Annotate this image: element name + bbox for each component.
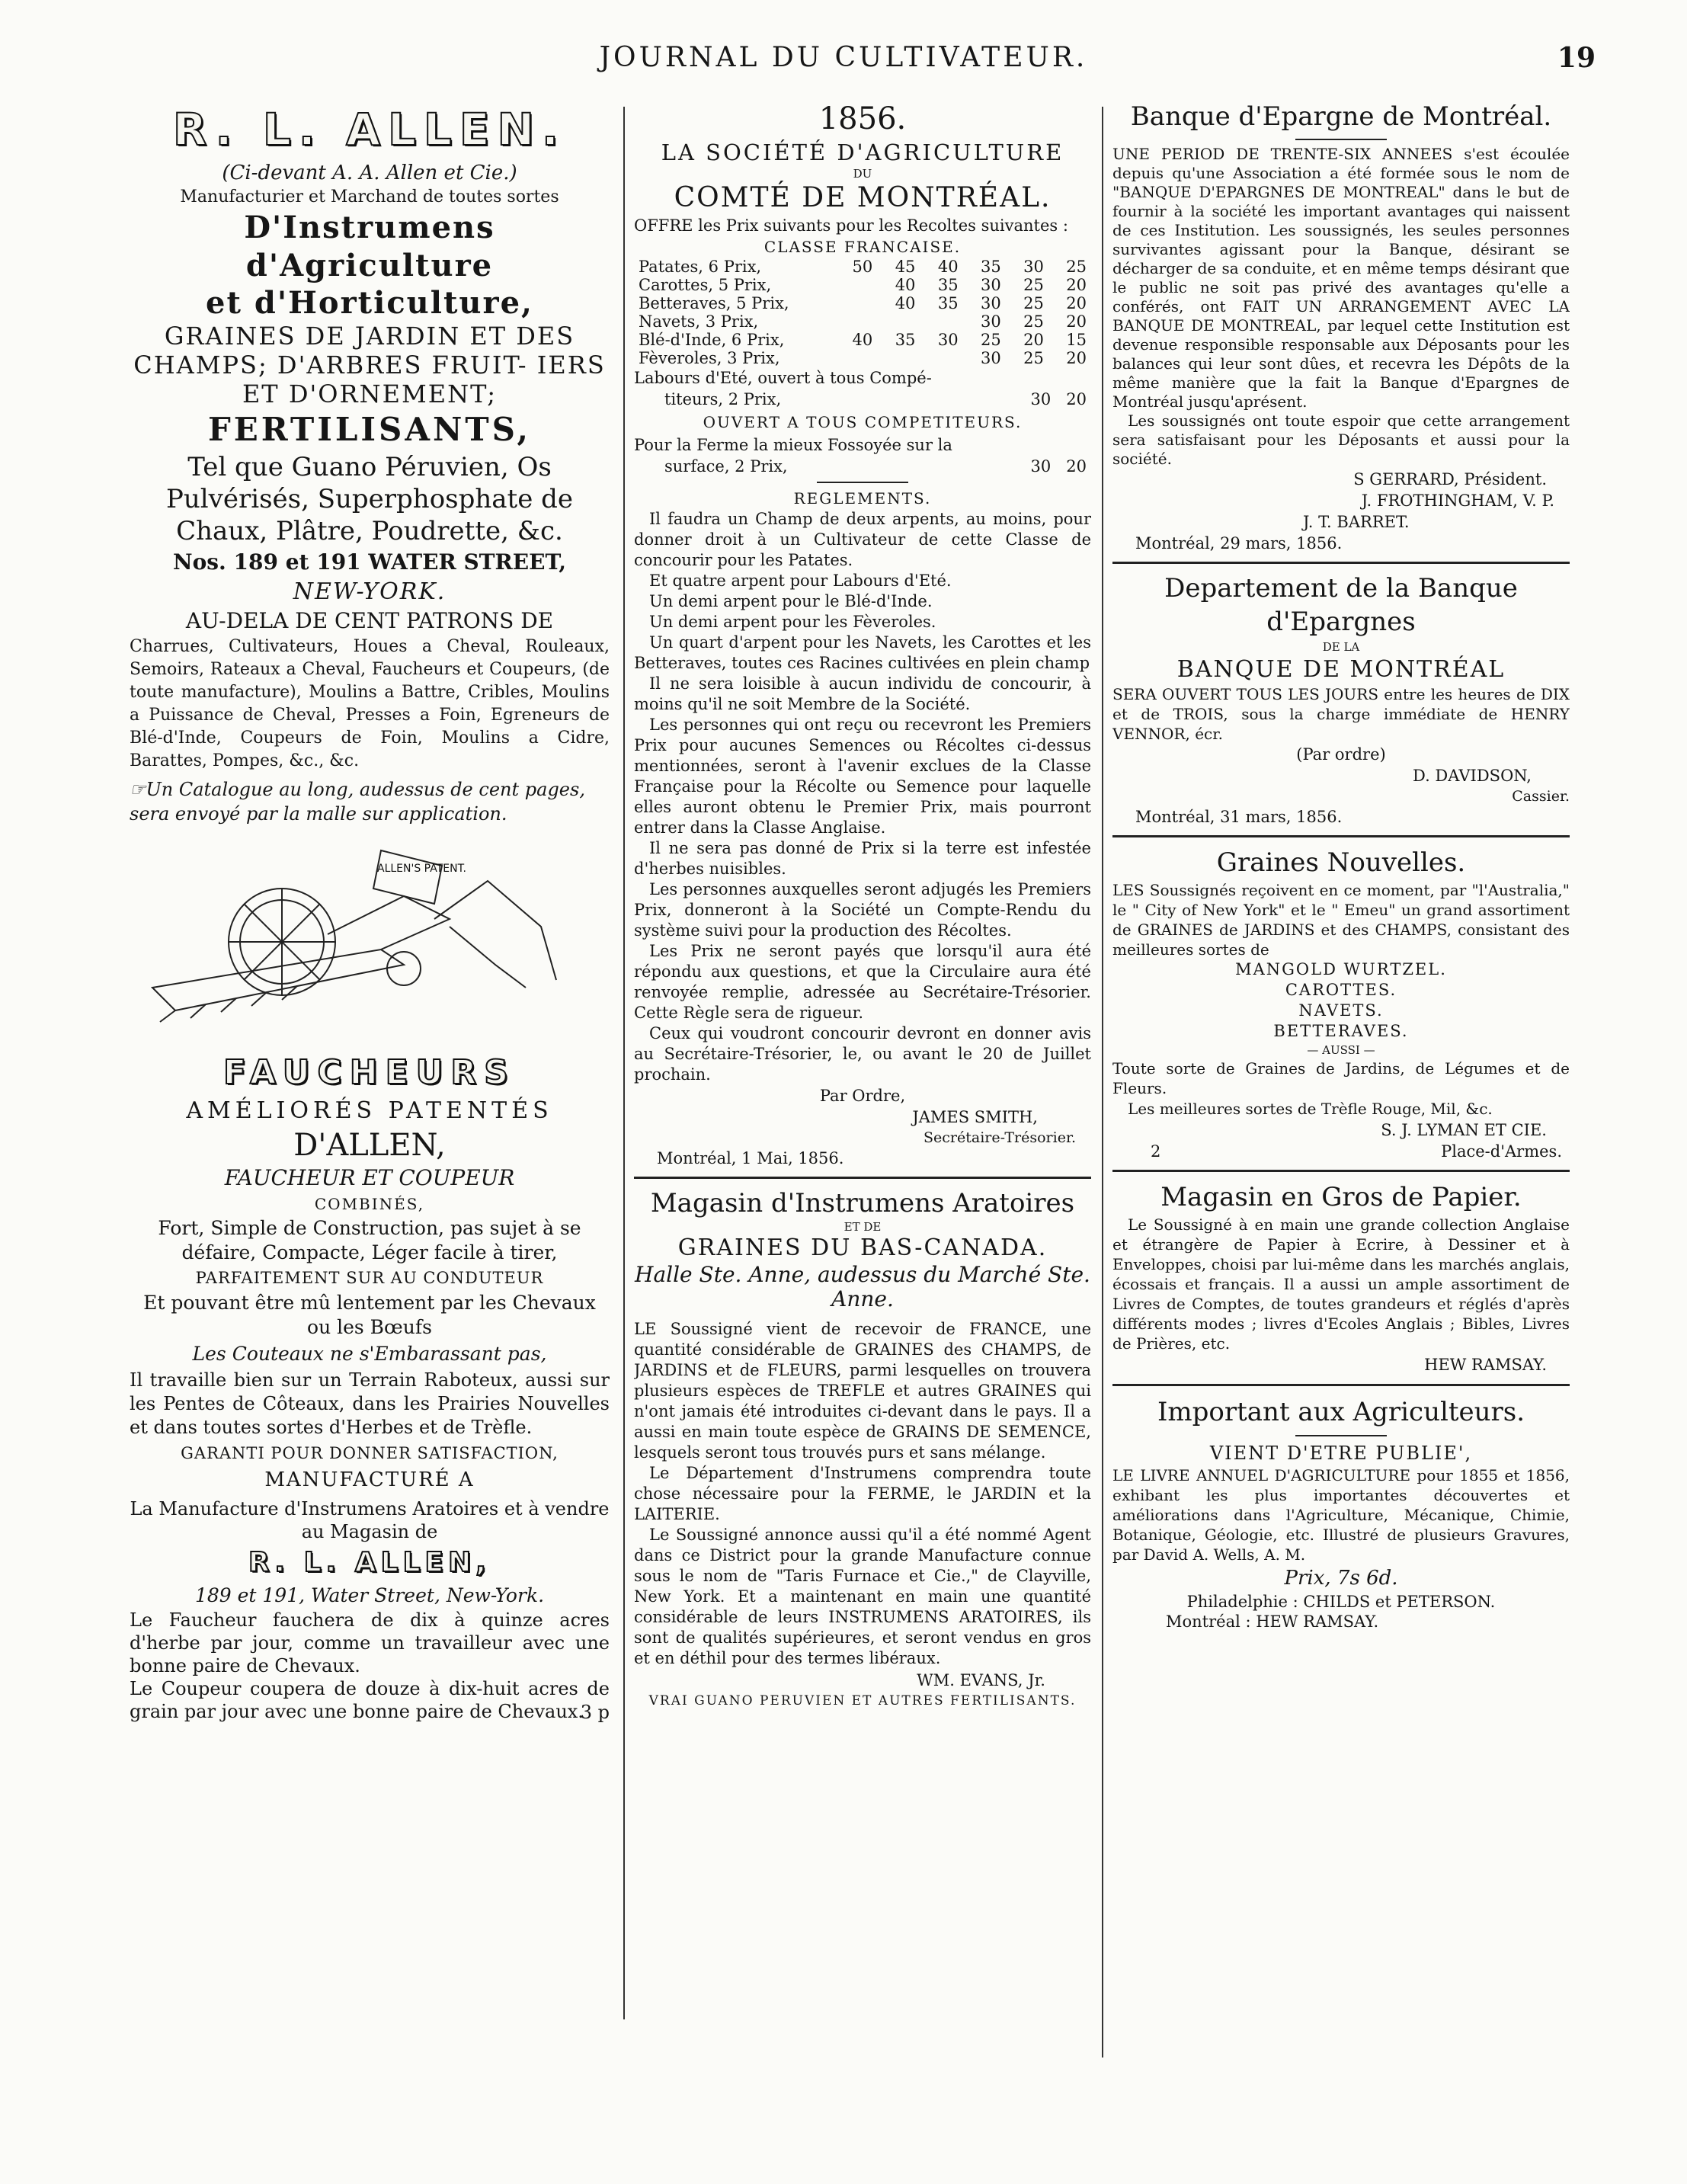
prize-label: Blé-d'Inde, 6 Prix, (639, 331, 785, 349)
prize-value: 40 (937, 258, 959, 276)
magasin-et-de: ET DE (843, 1220, 882, 1234)
ferme-values: 30 20 (1030, 457, 1087, 476)
papier-text: Le Soussigné à en main une grande collection Anglaise et étrangère de Papier à Ecrire, à Dessiner et à Enveloppes, choisi par lui-même dans les marchés anglais, écossais et français. Il a aussi un ample assortiment de Livres de Comptes, de toutes grandeurs et réglés d'après différents modes ; livres d'Ecoles Anglais ; Bibles, Livres de Prières, etc. (1112, 1215, 1570, 1353)
prize-value: 30 (980, 276, 1001, 294)
par-ordre: Par Ordre, (819, 1087, 906, 1105)
societe-name: LA SOCIÉTÉ D'AGRICULTURE (661, 139, 1064, 165)
labours-row (634, 389, 1091, 410)
banque-text: UNE PERIOD DE TRENTE-SIX ANNEES s'est écoulée depuis qu'une Association a été formée sous le nom de "BANQUE D'EPARGNES DE MONTREAL" dans le but de fournir à la société les important avantages qui naissent de ces Institution. Les soussignés, les seules personnes survivantes agissant pour la Banque, désirant se décharger de sa conduite, et en même temps désirant que le public ne soit pas privé des avantages qu'elle a conférés, ont FAIT UN ARRANGEMENT AVEC LA BANQUE DE MONTREAL, par lequel cette Institution est devenue responsible responsable aux Déposants pour les balances qui leur sont dûes, et recevra les Dépôts de la même manière que la fait la Banque d'Epargnes de Montréal jusqu'aprésent. (1112, 145, 1570, 411)
prize-row (634, 349, 1091, 367)
ouvert-tous: OUVERT A TOUS COMPETITEURS. (703, 413, 1023, 431)
prize-row (634, 331, 1091, 349)
ferme-line-2: surface, 2 Prix, (664, 457, 788, 476)
prize-value: 15 (1066, 331, 1087, 349)
ferme-line: Pour la Ferme la mieux Fossoyée sur la (634, 436, 952, 454)
ad-mark: 3 p (580, 1702, 610, 1723)
allen-patterns-list: Charrues, Cultivateurs, Houes a Cheval, Rouleaux, Semoirs, Rateaux a Cheval, Faucheurs et Coupeurs, (de toute manufacture), Moulins a Battre, Cribles, Moulins a Puissance de Cheval, Presses a Foin, Egreneurs de Blé-d'Inde, Coupeurs de Foin, Moulins a Cidre, Barattes, Pompes, &c., &c. (130, 637, 610, 770)
prize-value: 40 (895, 294, 916, 312)
graines-item: MANGOLD WURTZEL. (1235, 960, 1447, 978)
faucheur-capacity: Le Faucheur fauchera de dix à quinze acres d'herbe par jour, comme un travailleur avec une bonne paire de Chevaux. (130, 1609, 610, 1676)
magasin-graines: GRAINES DU BAS-CANADA. (677, 1235, 1048, 1261)
prize-label: Carottes, 5 Prix, (639, 276, 772, 294)
prize-value: 25 (980, 331, 1001, 349)
lyman-address: Place-d'Armes. (1441, 1142, 1562, 1161)
reglement-paragraph: Ceux qui voudront concourir devront en donner avis au Secrétaire-Trésorier, le, ou avant le 20 de Juillet prochain. (634, 1024, 1091, 1084)
prize-label: Fèveroles, 3 Prix, (639, 349, 780, 367)
combines: COMBINÉS, (314, 1195, 425, 1213)
lyman-mark: 2 (1151, 1142, 1161, 1161)
reglement-paragraph: Les personnes auxquelles seront adjugés les Premiers Prix, donneront à la Société un Compte-Rendu du système suivi pour la production des Récoltes. (634, 880, 1091, 940)
prize-table (634, 258, 1091, 367)
couteaux-text: Les Couteaux ne s'Embarassant pas, (192, 1343, 547, 1365)
banque-text-2: Les soussignés ont toute espoir que cette arrangement sera satisfaisant pour les Déposants et aussi pour la société. (1112, 412, 1570, 468)
societe-offre: OFFRE les Prix suivants pour les Recoltes suivantes : (634, 216, 1068, 235)
page-header (0, 42, 1687, 88)
prize-value (794, 294, 835, 312)
allen-fertilisants: FERTILISANTS, (207, 411, 532, 448)
prize-value: 25 (1023, 276, 1044, 294)
page-number: 19 (1557, 42, 1596, 74)
reglements-title: REGLEMENTS. (793, 489, 932, 508)
prize-label: Navets, 3 Prix, (639, 312, 759, 331)
reglement-paragraph: Et quatre arpent pour Labours d'Eté. (649, 572, 952, 590)
magasin-title: Magasin d'Instrumens Aratoires (650, 1188, 1075, 1218)
graines-title: Graines Nouvelles. (1216, 847, 1466, 878)
prize-value: 25 (1023, 294, 1044, 312)
column-allen (130, 99, 610, 1723)
banque-title: Banque d'Epargne de Montréal. (1130, 101, 1552, 132)
graines-item: BETTERAVES. (1273, 1022, 1409, 1040)
faucheurs-ameliores: AMÉLIORÉS PATENTÉS (186, 1097, 553, 1124)
lyman-row (1112, 1141, 1570, 1162)
dept-davidson: D. DAVIDSON, (1412, 767, 1532, 785)
reglement-paragraph: Un demi arpent pour le Blé-d'Inde. (649, 592, 933, 610)
papier-title: Magasin en Gros de Papier. (1160, 1182, 1522, 1212)
signer-smith-title: Secrétaire-Trésorier. (924, 1129, 1076, 1146)
important-phila: Philadelphie : CHILDS et PETERSON. (1186, 1593, 1496, 1611)
short-rule (817, 482, 908, 483)
important-prix: Prix, 7s 6d. (1284, 1567, 1398, 1590)
column-rule-1 (623, 107, 625, 2019)
prize-value (794, 276, 835, 294)
labours-line: Labours d'Eté, ouvert à tous Compé- (634, 369, 932, 387)
garanti-text: GARANTI POUR DONNER SATISFACTION, (181, 1444, 559, 1462)
prize-value: 20 (1066, 349, 1087, 367)
prize-value: 35 (937, 276, 959, 294)
dept-bank: BANQUE DE MONTRÉAL (1176, 656, 1506, 683)
ferme-row (634, 456, 1091, 477)
signer-evans: WM. EVANS, Jr. (917, 1671, 1045, 1689)
mower-drawing (130, 835, 610, 1041)
prize-value: 35 (980, 258, 1001, 276)
societe-du: DU (853, 167, 872, 181)
prize-value: 20 (1066, 312, 1087, 331)
societe-comte: COMTÉ DE MONTRÉAL. (674, 182, 1052, 213)
section-rule (634, 1177, 1091, 1179)
reglements-list (634, 509, 1091, 1085)
prize-value (794, 312, 835, 331)
graines-text: LES Soussignés reçoivent en ce moment, par "l'Australia," le " City of New York" et le " Emeu" un grand assortiment de GRAINES de JARDINS et des CHAMPS, consistant des meilleures sortes de (1112, 881, 1570, 959)
labours-values: 30 20 (1030, 390, 1087, 408)
reglement-paragraph: Les Prix ne seront payés que lorsqu'il aura été répondu aux questions, et que la Circulaire aura été renvoyée remplie, adressée au Secrétaire-Trésorier. Cette Règle sera de rigueur. (634, 942, 1091, 1022)
fort-text: Fort, Simple de Construction, pas sujet à se défaire, Compacte, Léger facile à tirer, (158, 1217, 581, 1263)
reglement-paragraph: Il ne sera loisible à aucun individu de concourir, à moins qu'il ne soit Membre de la Société. (634, 674, 1091, 713)
reglement-paragraph: Un demi arpent pour les Fèveroles. (649, 613, 936, 631)
prize-value: 30 (980, 349, 1001, 367)
short-rule (1295, 1435, 1387, 1436)
prize-value: 25 (1023, 312, 1044, 331)
faucheurs-title: FAUCHEURS (223, 1053, 516, 1092)
magasin-text-2: Le Département d'Instrumens comprendra toute chose nécessaire pour la FERME, le JARDIN et la LAITERIE. (634, 1464, 1091, 1523)
column-societe (634, 99, 1091, 1710)
allen-brand-2: R. L. ALLEN, (248, 1547, 491, 1578)
allen-instruments: D'Instrumens d'Agriculture (244, 210, 495, 283)
dept-title-1: Departement de la Banque (1164, 573, 1518, 604)
reglement-paragraph: Il faudra un Champ de deux arpents, au moins, pour donner droit à un Cultivateur de cette Classe de concourir pour les Patates. (634, 510, 1091, 569)
important-title: Important aux Agriculteurs. (1157, 1397, 1525, 1427)
prize-value (794, 258, 835, 276)
signer-smith: JAMES SMITH, (912, 1108, 1038, 1126)
societe-date: Montréal, 1 Mai, 1856. (657, 1149, 844, 1167)
prize-value (834, 276, 877, 294)
banque-sig-2: J. FROTHINGHAM, V. P. (1361, 492, 1554, 510)
allen-formerly: (Ci-devant A. A. Allen et Cie.) (222, 162, 517, 184)
mower-illustration (130, 835, 610, 1041)
prize-value (834, 294, 877, 312)
allen-address: Nos. 189 et 191 WATER STREET, (173, 549, 566, 575)
magasin-text-1: LE Soussigné vient de recevoir de FRANCE, une quantité considérable de GRAINES des CHAMPS, de JARDINS et de FLEURS, parmi lesquelles on trouvera plusieurs espèces de TREFLE et autres GRAINES qui n'ont jamais été introduites ci-devant dans le pays. Il a aussi en main toute espèce de GRAINS DE SEMENCE, lesquels seront tous trouvés purs et sans mélange. (634, 1320, 1091, 1462)
prize-value (794, 349, 835, 367)
reglement-paragraph: Il ne sera pas donné de Prix si la terre est infestée d'herbes nuisibles. (634, 839, 1091, 878)
important-livre: LE LIVRE ANNUEL D'AGRICULTURE pour 1855 et 1856, exhibant les plus importantes découvertes et améliorations dans l'Agriculture, Mécanique, Chimie, Botanique, Géologie, etc. Illustré de plusieurs Gravures, par David A. Wells, A. M. (1112, 1466, 1570, 1564)
prize-value: 20 (1023, 331, 1044, 349)
reglement-paragraph: Les personnes qui ont reçu ou recevront les Premiers Prix pour aucunes Semences ou Récoltes ci-dessus mentionnées, seront à l'avenir exclues de la Classe Française pour la Récolte ou Semence pour laquelle elles auront obtenu le Premier Prix, mais pourront entrer dans la Classe Anglaise. (634, 716, 1091, 837)
important-montreal: Montréal : HEW RAMSAY. (1166, 1612, 1379, 1631)
dept-text: SERA OUVERT TOUS LES JOURS entre les heures de DIX et de TROIS, sous la charge immédiate de HENRY VENNOR, écr. (1112, 685, 1570, 743)
banque-sig-3: J. T. BARRET. (1303, 513, 1410, 531)
section-rule (1112, 1170, 1570, 1172)
prize-value: 45 (895, 258, 916, 276)
graines-items (1112, 959, 1570, 1042)
societe-year: 1856. (818, 101, 907, 136)
section-rule (1112, 835, 1570, 837)
graines-item: NAVETS. (1298, 1001, 1384, 1020)
allen-products: Tel que Guano Péruvien, Os Pulvérisés, Superphosphate de Chaux, Plâtre, Poudrette, &c. (165, 452, 574, 546)
lyman-sig: S. J. LYMAN ET CIE. (1381, 1121, 1547, 1139)
prize-value (920, 349, 962, 367)
dept-de-la: DE LA (1322, 640, 1360, 654)
prize-value: 35 (895, 331, 916, 349)
prize-value (834, 349, 877, 367)
manufacture-text: MANUFACTURÉ A (264, 1468, 475, 1491)
prize-value (834, 312, 877, 331)
prize-value: 30 (980, 294, 1001, 312)
graines-item: CAROTTES. (1285, 981, 1397, 999)
dept-caissier: Cassier. (1512, 788, 1570, 805)
allen-address-2: 189 et 191, Water Street, New-York. (194, 1584, 545, 1606)
journal-title: JOURNAL DU CULTIVATEUR. (599, 42, 1088, 73)
prize-row (634, 312, 1091, 331)
parfaitement-text: PARFAITEMENT SUR AU CONDUTEUR (195, 1269, 544, 1287)
short-rule (1295, 139, 1387, 140)
allen-city: NEW-YORK. (293, 578, 447, 605)
travaille-text: Il travaille bien sur un Terrain Raboteux, aussi sur les Pentes de Côteaux, dans les Prairies Nouvelles et dans toutes sortes d'Herbes et de Trèfle. (130, 1369, 610, 1438)
prize-value: 40 (852, 331, 873, 349)
magasin-footer: VRAI GUANO PERUVIEN ET AUTRES FERTILISANTS. (648, 1693, 1077, 1708)
allen-horticulture: et d'Horticulture, (206, 285, 533, 321)
prize-value: 30 (937, 331, 959, 349)
graines-text-3: Les meilleures sortes de Trèfle Rouge, Mil, &c. (1128, 1100, 1493, 1118)
column-rule-2 (1102, 107, 1103, 2058)
prize-row (634, 258, 1091, 276)
prize-value: 25 (1023, 349, 1044, 367)
la-manufacture-text: La Manufacture d'Instrumens Aratoires et à vendre au Magasin de (130, 1498, 610, 1542)
allen-brand: R. L. ALLEN. (172, 104, 567, 155)
prize-label: Betteraves, 5 Prix, (639, 294, 789, 312)
prize-value: 20 (1066, 294, 1087, 312)
prize-label: Patates, 6 Prix, (639, 258, 762, 276)
magasin-text-3: Le Soussigné annonce aussi qu'il a été nommé Agent dans ce District pour la grande Manufacture connue sous le nom de "Taris Furnace et Cie.," de Clayville, New York. Et a maintenant en main une quantité considérable de leurs INSTRUMENS ARATOIRES, ils sont de qualités supérieures, et seront vendus en gros et en déthil pour des termes libéraux. (634, 1526, 1091, 1667)
banque-date: Montréal, 29 mars, 1856. (1135, 534, 1343, 552)
prize-row (634, 294, 1091, 312)
prize-row (634, 276, 1091, 294)
section-rule (1112, 562, 1570, 564)
dept-par-ordre: (Par ordre) (1296, 745, 1386, 764)
classe-francaise: CLASSE FRANCAISE. (763, 238, 962, 256)
prize-value (877, 349, 920, 367)
patent-label: ALLEN'S PATENT. (377, 863, 466, 875)
papier-ramsay: HEW RAMSAY. (1424, 1356, 1547, 1374)
dept-date: Montréal, 31 mars, 1856. (1135, 808, 1343, 826)
prize-value: 30 (1023, 258, 1044, 276)
prize-value: 30 (980, 312, 1001, 331)
allen-catalogue: ☞Un Catalogue au long, audessus de cent pages, sera envoyé par la malle sur application. (130, 779, 585, 825)
allen-patterns: AU-DELA DE CENT PATRONS DE (185, 608, 554, 633)
section-rule (1112, 1384, 1570, 1386)
dept-title-2: d'Epargnes (1266, 607, 1416, 637)
faucheur-coupeur: FAUCHEUR ET COUPEUR (224, 1165, 515, 1190)
prize-value: 35 (937, 294, 959, 312)
coupeur-capacity: Le Coupeur coupera de douze à dix-huit acres de grain par jour avec une bonne paire de Chevaux. (130, 1678, 610, 1722)
prize-value (877, 312, 920, 331)
column-banque (1112, 99, 1570, 1632)
banque-sig-1: S GERRARD, Président. (1353, 470, 1547, 488)
pouvant-text: Et pouvant être mû lentement par les Chevaux ou les Bœufs (143, 1292, 596, 1338)
important-vient: VIENT D'ETRE PUBLIE', (1209, 1443, 1473, 1464)
prize-value (794, 331, 835, 349)
magasin-halle: Halle Ste. Anne, audessus du Marché Ste. Anne. (635, 1262, 1090, 1311)
graines-text-2: Toute sorte de Graines de Jardins, de Légumes et de Fleurs. (1112, 1059, 1570, 1097)
prize-value: 20 (1066, 276, 1087, 294)
allen-seeds: GRAINES DE JARDIN ET DES CHAMPS; D'ARBRES FRUIT- IERS ET D'ORNEMENT; (133, 322, 606, 408)
reglement-paragraph: Un quart d'arpent pour les Navets, les Carottes et les Betteraves, toutes ces Racines cultivées en plein champ (634, 633, 1091, 672)
prize-value: 40 (895, 276, 916, 294)
graines-aussi: — AUSSI — (1307, 1043, 1375, 1057)
prize-value: 25 (1066, 258, 1087, 276)
labours-line-2: titeurs, 2 Prix, (664, 390, 782, 408)
allen-trade: Manufacturier et Marchand de toutes sortes (180, 187, 559, 207)
prize-value: 50 (852, 258, 873, 276)
faucheurs-dallen: D'ALLEN, (293, 1128, 446, 1163)
prize-value (920, 312, 962, 331)
